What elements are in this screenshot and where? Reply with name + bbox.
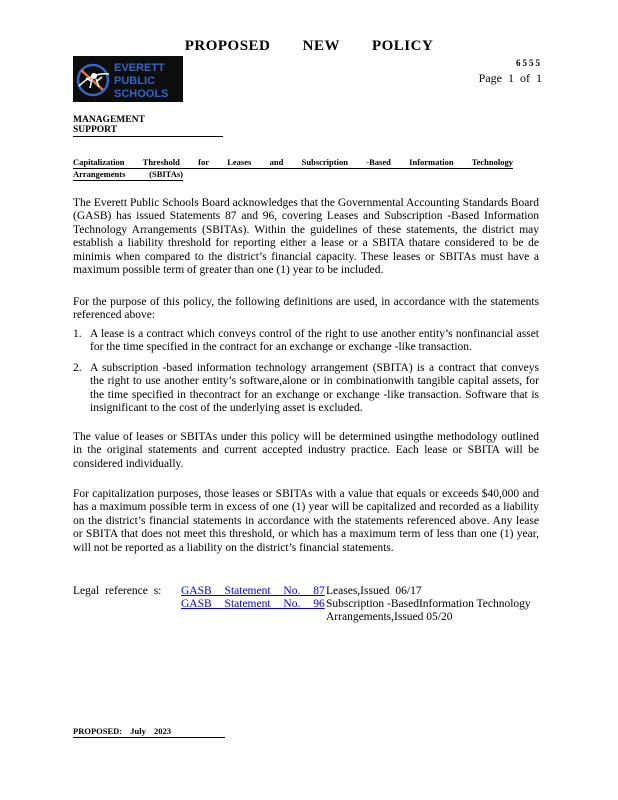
list-text: A lease is a contract which conveys control of the right to use another entity’s nonfinancial asset for the time specified in the contract for an exchange or exchange -like transaction.	[90, 328, 539, 354]
paragraph-acknowledgement: The Everett Public Schools Board acknowledges that the Governmental Accounting Standards Board (GASB) has issued Statements 87 and 96, covering Leases and Subscription -Based Information Technology Arrangements (SBITAs). Within the guidelines of these statements, the district may establish a liability threshold for reporting either a lease or a SBITA thatare considered to be de minimis when compared to the district’s financial capacity. These leases or SBITAs must have a maximum possible term of greater than one (1) year to be included.	[73, 197, 539, 277]
proposed-date-footer: PROPOSED: July 2023	[73, 726, 225, 738]
paragraph-capitalization: For capitalization purposes, those leases or SBITAs with a value that equals or exceeds $40,000 and has a maximum possible term in excess of one (1) year will be capitalized and recorded as a liability on the district’s financial statements in accordance with the statements referenced above. Any lease or SBITA that does not meet this threshold, or which has a maximum term of less than one (1) year, will not be reported as a liability on the district’s financial statements.	[73, 488, 539, 554]
gasb-87-description: Leases,Issued 06/17	[326, 585, 422, 597]
list-text: A subscription -based information technology arrangement (SBITA) is a contract that conveys the right to use another entity’s software,alone or in combinationwith tangible capital assets, for the time specified in thecontract for an exchange or exchange -like transaction. Software that is insignificant to the cost of the underlying asset is excluded.	[90, 362, 539, 415]
section-heading: MANAGEMENT SUPPORT	[73, 115, 223, 137]
subject-line-1: Capitalization Threshold for Leases and Subscription -Based Information Technology	[73, 157, 513, 167]
logo-text-schools: SCHOOLS	[114, 88, 169, 100]
legal-references-label: Legal reference s:	[73, 585, 162, 597]
paragraph-valuation: The value of leases or SBITAs under this policy will be determined usingthe methodology outlined in the original statements and current accepted industry practice. Each lease or SBITA will be considered individually.	[73, 431, 539, 470]
logo-text-public: PUBLIC	[114, 75, 155, 87]
gasb-96-link[interactable]: GASB Statement No. 96	[181, 598, 325, 610]
everett-public-schools-logo	[73, 56, 183, 102]
policy-subject	[73, 157, 513, 181]
paragraph-definitions-intro: For the purpose of this policy, the following definitions are used, in accordance with the statements referenced above:	[73, 296, 539, 322]
gasb-96-description: Subscription -BasedInformation Technology Arrangements,Issued 05/20	[326, 598, 531, 624]
list-number: 2.	[73, 362, 82, 374]
logo-text-everett: EVERETT	[114, 62, 165, 74]
subject-line-2: Arrangements (SBITAs)	[73, 169, 183, 179]
gasb-87-link[interactable]: GASB Statement No. 87	[181, 585, 325, 597]
list-number: 1.	[73, 328, 82, 340]
document-title: PROPOSED NEW POLICY	[184, 38, 434, 54]
page-indicator: Page 1 of 1	[478, 71, 542, 85]
policy-number: 6555	[516, 58, 542, 68]
